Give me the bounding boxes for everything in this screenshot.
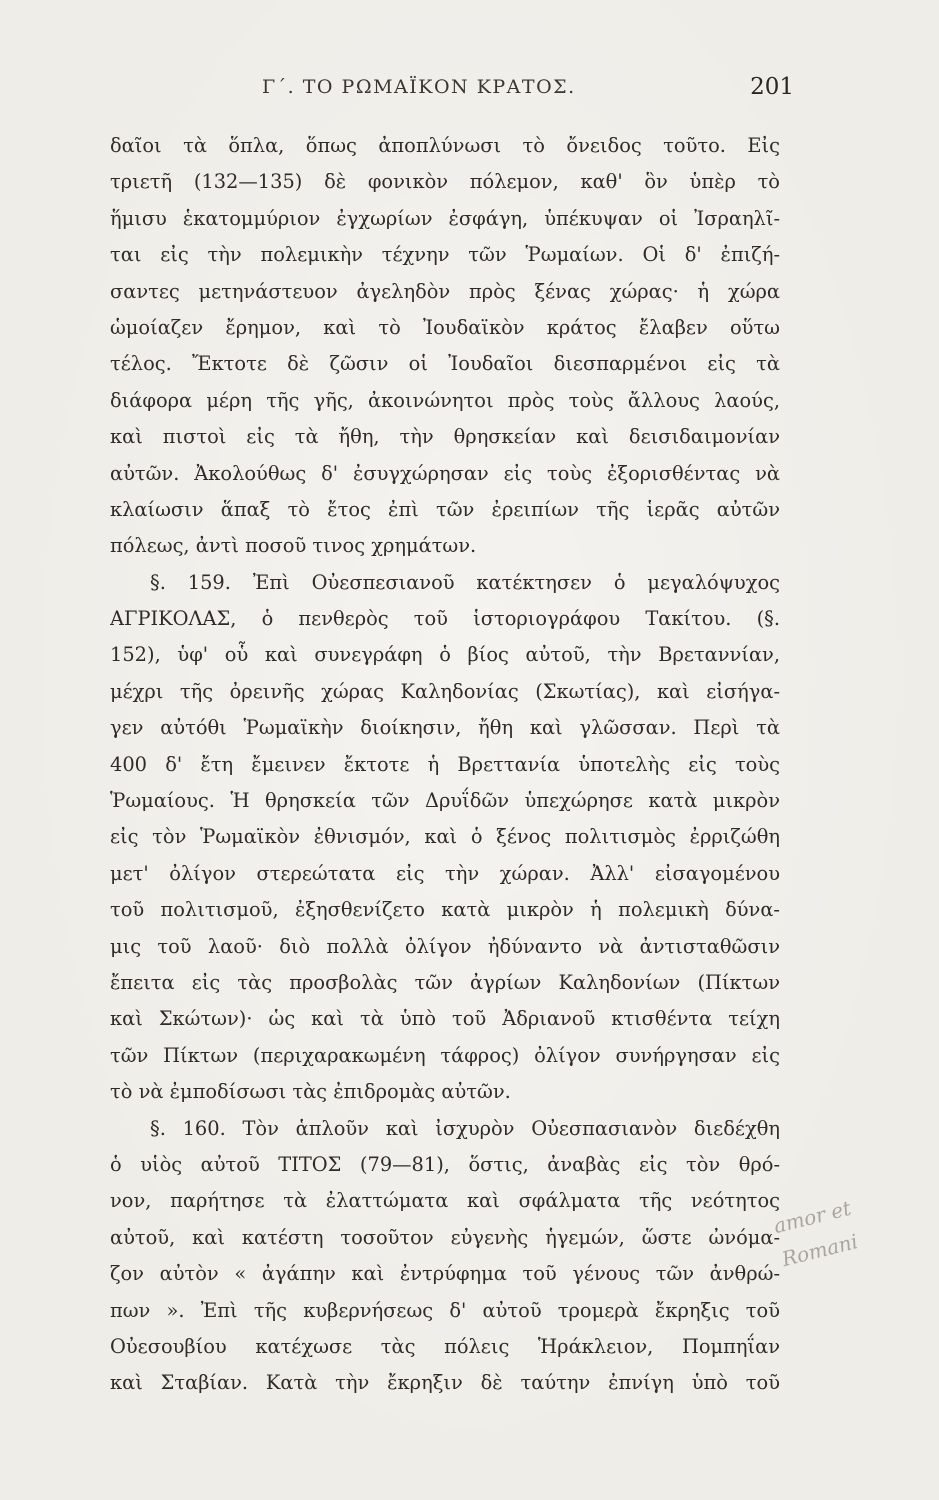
text-line: ἥμισυ ἑκατομμύριον ἐγχωρίων ἐσφάγη, ὑπέκυψαν οἱ Ἰσραηλῖ- [110, 206, 780, 230]
text-line: μέχρι τῆς ὀρεινῆς χώρας Καληδονίας (Σκωτίας), καὶ εἰσήγα- [110, 679, 780, 703]
text-line: καὶ πιστοὶ εἰς τὰ ἤθη, τὴν θρησκείαν καὶ δεισιδαιμονίαν [110, 425, 780, 449]
text-line: διάφορα μέρη τῆς γῆς, ἀκοινώνητοι πρὸς τοὺς ἄλλους λαούς, [110, 388, 780, 412]
text-line: τὸ νὰ ἐμποδίσωσι τὰς ἐπιδρομὰς αὐτῶν. [110, 1080, 511, 1104]
margin-note-line: Romani [779, 1229, 861, 1272]
text-line: νον, παρήτησε τὰ ἐλαττώματα καὶ σφάλματα τῆς νεότητος [110, 1189, 780, 1213]
text-line: πων ». Ἐπὶ τῆς κυβερνήσεως δ' αὐτοῦ τρομερὰ ἔκρηξις τοῦ [110, 1298, 780, 1322]
text-line: εἰς τὸν Ῥωμαϊκὸν ἐθνισμόν, καὶ ὁ ξένος πολιτισμὸς ἐρριζώθη [110, 825, 780, 849]
text-line: αὐτῶν. Ἀκολούθως δ' ἐσυγχώρησαν εἰς τοὺς ἐξορισθέντας νὰ [110, 461, 780, 485]
text-line: αὐτοῦ, καὶ κατέστη τοσοῦτον εὐγενὴς ἡγεμών, ὥστε ὠνόμα- [110, 1225, 780, 1249]
text-line: τοῦ πολιτισμοῦ, ἐξησθενίζετο κατὰ μικρὸν ἡ πολεμικὴ δύνα- [110, 898, 780, 922]
body-text [110, 128, 780, 1402]
handwritten-margin-note [770, 1170, 939, 1326]
text-line: 400 δ' ἔτη ἔμεινεν ἔκτοτε ἡ Βρεττανία ὑποτελὴς εἰς τοὺς [110, 752, 780, 776]
text-line: ἔπειτα εἰς τὰς προσβολὰς τῶν ἀγρίων Καληδονίων (Πίκτων [110, 970, 780, 994]
page-number: 201 [750, 74, 794, 100]
text-line: μις τοῦ λαοῦ· διὸ πολλὰ ὀλίγον ἠδύναντο νὰ ἀντισταθῶσιν [110, 934, 780, 958]
text-line: ὡμοίαζεν ἔρημον, καὶ τὸ Ἰουδαϊκὸν κράτος ἔλαβεν οὕτω [110, 315, 780, 339]
text-line: μετ' ὀλίγον στερεώτατα εἰς τὴν χώραν. Ἀλλ' εἰσαγομένου [110, 861, 780, 885]
text-line: §. 159. Ἐπὶ Οὐεσπεσιανοῦ κατέκτησεν ὁ μεγαλόψυχος [150, 570, 780, 594]
text-line: Ῥωμαίους. Ἡ θρησκεία τῶν Δρυΐδῶν ὑπεχώρησε κατὰ μικρὸν [110, 789, 780, 813]
margin-note-line: amor et [771, 1195, 854, 1239]
running-title: Γ΄. ΤΟ ΡΩΜΑΪΚΟΝ ΚΡΑΤΟΣ. [262, 76, 576, 98]
text-line: ΑΓΡΙΚΟΛΑΣ, ὁ πενθερὸς τοῦ ἱστοριογράφου Τακίτου. (§. [110, 607, 780, 631]
text-line: πόλεως, ἀντὶ ποσοῦ τινος χρημάτων. [110, 534, 477, 558]
text-line: καὶ Σκώτων)· ὡς καὶ τὰ ὑπὸ τοῦ Ἀδριανοῦ κτισθέντα τείχη [110, 1007, 780, 1031]
text-line: γεν αὐτόθι Ῥωμαϊκὴν διοίκησιν, ἤθη καὶ γλῶσσαν. Περὶ τὰ [110, 716, 780, 740]
text-line: καὶ Σταβίαν. Κατὰ τὴν ἔκρηξιν δὲ ταύτην ἐπνίγη ὑπὸ τοῦ [110, 1371, 780, 1395]
text-line: τῶν Πίκτων (περιχαρακωμένη τάφρος) ὀλίγον συνήργησαν εἰς [110, 1043, 780, 1067]
text-line: Οὐεσουβίου κατέχωσε τὰς πόλεις Ἡράκλειον, Πομπηΐαν [110, 1334, 780, 1358]
text-line: τέλος. Ἔκτοτε δὲ ζῶσιν οἱ Ἰουδαῖοι διεσπαρμένοι εἰς τὰ [110, 352, 780, 376]
text-line: κλαίωσιν ἅπαξ τὸ ἔτος ἐπὶ τῶν ἐρειπίων τῆς ἱερᾶς αὐτῶν [110, 497, 780, 521]
text-line: ὁ υἱὸς αὐτοῦ ΤΙΤΟΣ (79—81), ὅστις, ἀναβὰς εἰς τὸν θρό- [110, 1152, 780, 1176]
page-header [112, 76, 806, 106]
text-line: 152), ὑφ' οὗ καὶ συνεγράφη ὁ βίος αὐτοῦ, τὴν Βρεταννίαν, [110, 643, 780, 667]
text-line: ζον αὐτὸν « ἀγάπην καὶ ἐντρύφημα τοῦ γένους τῶν ἀνθρώ- [110, 1262, 780, 1286]
text-line: τριετῆ (132—135) δὲ φονικὸν πόλεμον, καθ' ὃν ὑπὲρ τὸ [110, 170, 780, 194]
text-line: ται εἰς τὴν πολεμικὴν τέχνην τῶν Ῥωμαίων. Οἱ δ' ἐπιζή- [110, 243, 780, 267]
text-line: σαντες μετηνάστευον ἀγεληδὸν πρὸς ξένας χώρας· ἡ χώρα [110, 279, 780, 303]
text-line: §. 160. Τὸν ἁπλοῦν καὶ ἰσχυρὸν Οὐεσπασιανὸν διεδέχθη [150, 1116, 780, 1140]
text-line: δαῖοι τὰ ὅπλα, ὅπως ἀποπλύνωσι τὸ ὄνειδος τοῦτο. Εἰς [110, 134, 780, 157]
